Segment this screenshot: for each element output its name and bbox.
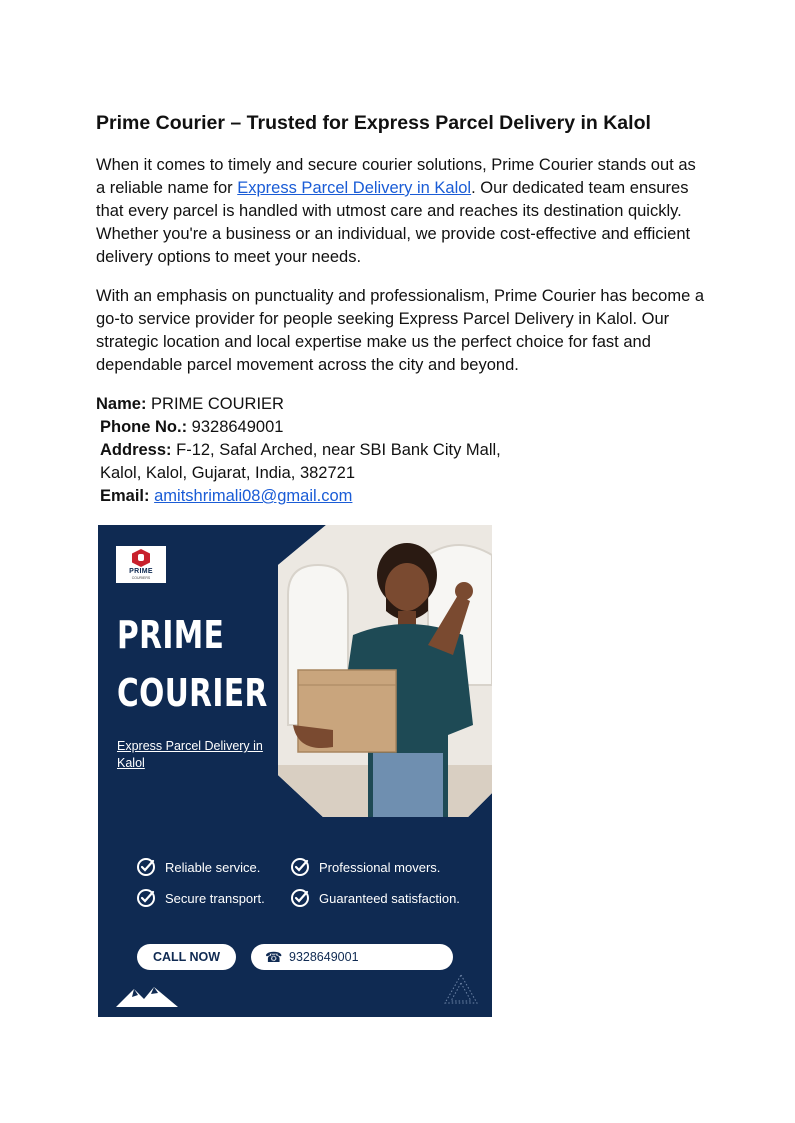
feature-professional	[290, 857, 440, 877]
mountain-icon	[116, 985, 178, 1007]
email-link[interactable]: amitshrimali08@gmail.com	[154, 487, 353, 505]
feature-label: Reliable service.	[165, 859, 261, 875]
courier-photo	[278, 525, 492, 817]
address-line1: F-12, Safal Arched, near SBI Bank City Mall,	[171, 441, 501, 459]
feature-secure	[136, 888, 265, 908]
check-circle-icon	[136, 888, 156, 908]
phone-number-pill[interactable]	[251, 944, 453, 970]
check-circle-icon	[290, 888, 310, 908]
address-label: Address:	[100, 441, 172, 459]
phone-value: 9328649001	[187, 418, 284, 436]
brand-line-2: COURIER	[117, 671, 268, 715]
company-logo	[116, 546, 166, 583]
feature-guaranteed	[290, 888, 460, 908]
intro-paragraph	[96, 154, 706, 269]
contact-address-row	[96, 439, 501, 462]
call-now-button[interactable]: CALL NOW	[137, 944, 236, 970]
contact-email-row	[96, 485, 501, 508]
check-circle-icon	[136, 857, 156, 877]
contact-name-row	[96, 393, 501, 416]
email-label: Email:	[100, 487, 150, 505]
poster-tagline[interactable]: Express Parcel Delivery in Kalol	[117, 739, 263, 770]
express-parcel-link[interactable]: Express Parcel Delivery in Kalol	[237, 179, 472, 197]
contact-address-line2: Kalol, Kalol, Gujarat, India, 382721	[100, 464, 356, 482]
logo-text: PRIME	[129, 568, 153, 575]
phone-number: 9328649001	[289, 950, 359, 964]
intro-text-before: When it comes to timely and secure courier solutions, Prime Courier stands out as a reliable name for	[96, 156, 696, 197]
name-value: PRIME COURIER	[146, 395, 284, 413]
telephone-icon: ☎	[265, 949, 283, 965]
phone-label: Phone No.:	[100, 418, 188, 436]
check-circle-icon	[290, 857, 310, 877]
page-title: Prime Courier – Trusted for Express Parcel Delivery in Kalol	[96, 112, 651, 134]
feature-label: Secure transport.	[165, 890, 265, 906]
dotted-triangle-decoration	[443, 973, 479, 1005]
contact-phone-row	[96, 416, 501, 439]
contact-block	[96, 393, 501, 508]
promo-poster	[98, 525, 492, 1017]
name-label: Name:	[96, 395, 147, 413]
feature-label: Professional movers.	[319, 859, 441, 875]
logo-mark-icon	[132, 549, 150, 567]
feature-label: Guaranteed satisfaction.	[319, 890, 460, 906]
logo-subtext: COURIERS	[131, 576, 151, 580]
second-paragraph: With an emphasis on punctuality and professionalism, Prime Courier has become a go-to service provider for people seeking Express Parcel Delivery in Kalol. Our strategic location and local expertise make us the perfect choice for fast and dependable parcel movement across the city and beyond.	[96, 287, 705, 374]
intro-text-after: . Our dedicated team ensures that every parcel is handled with utmost care and reaches its destination quickly. Whether you're a business or an individual, we provide cost-effective and efficient delivery options to meet your needs.	[96, 179, 691, 266]
brand-line-1: PRIME	[117, 613, 225, 657]
feature-reliable	[136, 857, 260, 877]
